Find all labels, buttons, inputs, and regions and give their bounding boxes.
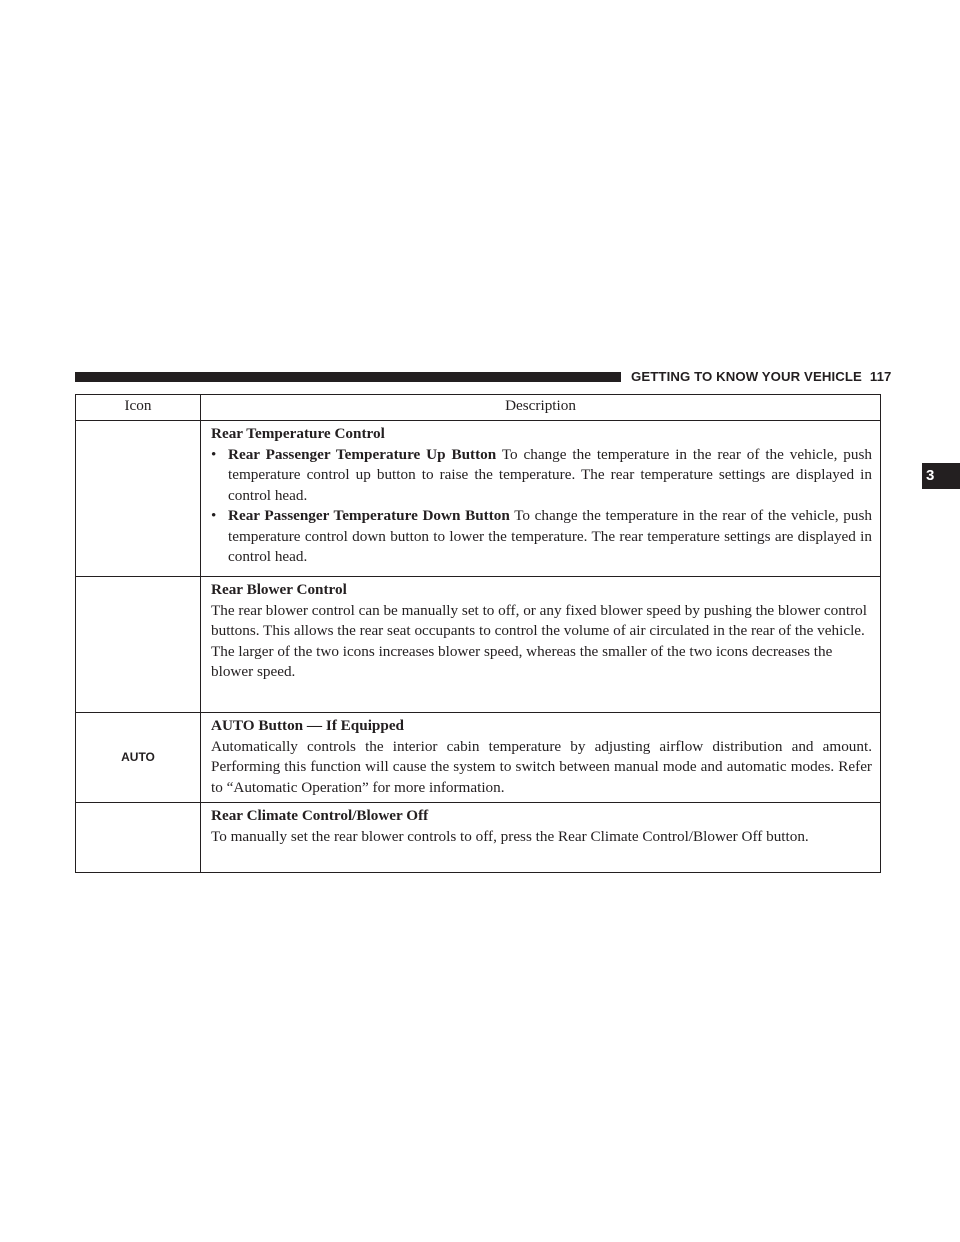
- row-title: Rear Temperature Control: [211, 425, 385, 442]
- controls-table: [75, 394, 881, 873]
- row-title: Rear Climate Control/Blower Off: [211, 807, 429, 824]
- icon-cell-rear-temperature: [76, 421, 201, 577]
- row-text: Automatically controls the interior cabin temperature by adjusting airflow distribution and amount. Performing this function will cause the system to switch between manual mode and automatic modes. Refer to “Automatic Operation” for more information.: [211, 737, 872, 796]
- icon-cell-blower-off: [76, 803, 201, 873]
- icon-cell-rear-blower: [76, 577, 201, 713]
- page-number: 117: [869, 369, 892, 384]
- row-title: Rear Blower Control: [211, 581, 347, 598]
- running-header: [631, 368, 892, 386]
- description-cell: [201, 803, 881, 873]
- bullet-term: Rear Passenger Temperature Up Button: [228, 445, 497, 463]
- table-row-rear-temperature: [76, 421, 881, 577]
- bullet-item: [211, 445, 872, 507]
- description-cell: [201, 577, 881, 713]
- bullet-icon: •: [211, 445, 217, 463]
- bullet-icon: •: [211, 507, 217, 524]
- column-header-description: Description: [201, 395, 881, 421]
- header-rule: [75, 372, 621, 382]
- table-header-row: [76, 395, 881, 421]
- row-text: The rear blower control can be manually set to off, or any fixed blower speed by pushing the blower control buttons. This allows the rear seat occupants to control the volume of air circulated in the rear of the vehicle. The larger of the two icons increases blower speed, whereas the smaller of the two icons decreases the blower speed.: [211, 601, 867, 680]
- description-cell: [201, 421, 881, 577]
- bullet-text: To change the temperature in the rear of the vehicle, push temperature control up button to raise the temperature. The rear temperature settings are displayed in control head.: [228, 445, 872, 504]
- icon-cell-auto: [76, 713, 201, 803]
- row-title: AUTO Button — If Equipped: [211, 717, 405, 734]
- bullet-item: [211, 506, 872, 568]
- bullet-term: Rear Passenger Temperature Down Button: [228, 507, 510, 524]
- bullet-text: To change the temperature in the rear of the vehicle, push temperature control down button to lower the temperature. The rear temperature settings are displayed in control head.: [228, 507, 872, 565]
- chapter-tab: 3: [922, 463, 960, 489]
- bullet-list: [211, 445, 872, 568]
- section-title: GETTING TO KNOW YOUR VEHICLE: [631, 369, 862, 384]
- table-row-rear-blower: [76, 577, 881, 713]
- auto-icon: AUTO: [121, 750, 155, 765]
- row-text: To manually set the rear blower controls to off, press the Rear Climate Control/Blower Off button.: [211, 827, 809, 845]
- column-header-icon: Icon: [76, 395, 201, 421]
- table-row-auto-button: [76, 713, 881, 803]
- table-row-blower-off: [76, 803, 881, 873]
- description-cell: [201, 713, 881, 803]
